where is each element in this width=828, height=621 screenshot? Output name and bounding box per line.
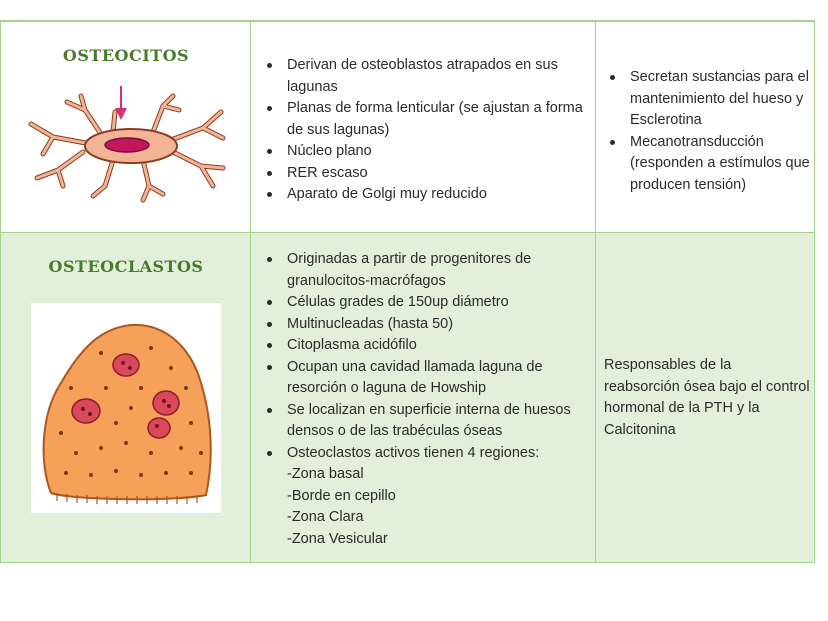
- osteocitos-title: OSTEOCITOS: [62, 46, 190, 65]
- list-item: Planas de forma lenticular (se ajustan a forma de sus lagunas): [261, 98, 586, 141]
- cell-osteocitos-functions: [595, 22, 815, 232]
- cell-comparison-table: [0, 20, 815, 563]
- list-item: Citoplasma acidófilo: [261, 335, 586, 357]
- list-item: Células grades de 150up diámetro: [261, 292, 586, 314]
- list-item: Originadas a partir de progenitores de granulocitos-macrófagos: [261, 249, 586, 292]
- osteoclastos-title: OSTEOCLASTOS: [48, 257, 204, 276]
- table-row-osteocitos: [0, 22, 815, 233]
- list-item: RER escaso: [261, 163, 586, 185]
- list-item: Mecanotransducción (responden a estímulos que producen tensión): [604, 132, 810, 197]
- cell-osteoclastos-features: [250, 233, 595, 562]
- osteoclast-illustration: [31, 303, 221, 513]
- region-item: -Borde en cepillo: [287, 487, 396, 504]
- osteocitos-function-list: [604, 67, 810, 196]
- list-item: Secretan sustancias para el mantenimiento del hueso y Esclerotina: [604, 67, 810, 132]
- table-row-osteoclastos: [0, 233, 815, 563]
- list-item: Núcleo plano: [261, 141, 586, 163]
- cell-osteocitos-features: [250, 22, 595, 232]
- region-item: -Zona Clara: [287, 509, 364, 525]
- regions-intro: Osteoclastos activos tienen 4 regiones:: [287, 444, 540, 461]
- list-item: Derivan de osteoblastos atrapados en sus lagunas: [261, 55, 586, 98]
- region-item: -Zona Vesicular: [287, 530, 388, 547]
- osteoclastos-feature-list: [261, 249, 586, 550]
- cell-osteoclastos-image: [0, 233, 250, 562]
- region-item: -Zona basal: [287, 466, 364, 482]
- osteocitos-feature-list: [261, 55, 586, 206]
- list-item: Multinucleadas (hasta 50): [261, 314, 586, 336]
- list-item: Aparato de Golgi muy reducido: [261, 184, 586, 206]
- osteocyte-illustration: [23, 82, 233, 207]
- cell-osteocitos-image: [0, 22, 250, 232]
- osteoclastos-function-text: Responsables de la reabsorción ósea bajo el control hormonal de la PTH y la Calcitonina: [604, 357, 810, 438]
- list-item: Ocupan una cavidad llamada laguna de resorción o laguna de Howship: [261, 357, 586, 400]
- list-item: [261, 443, 586, 551]
- list-item: Se localizan en superficie interna de huesos densos o de las trabéculas óseas: [261, 400, 586, 443]
- cell-osteoclastos-function: [595, 233, 815, 562]
